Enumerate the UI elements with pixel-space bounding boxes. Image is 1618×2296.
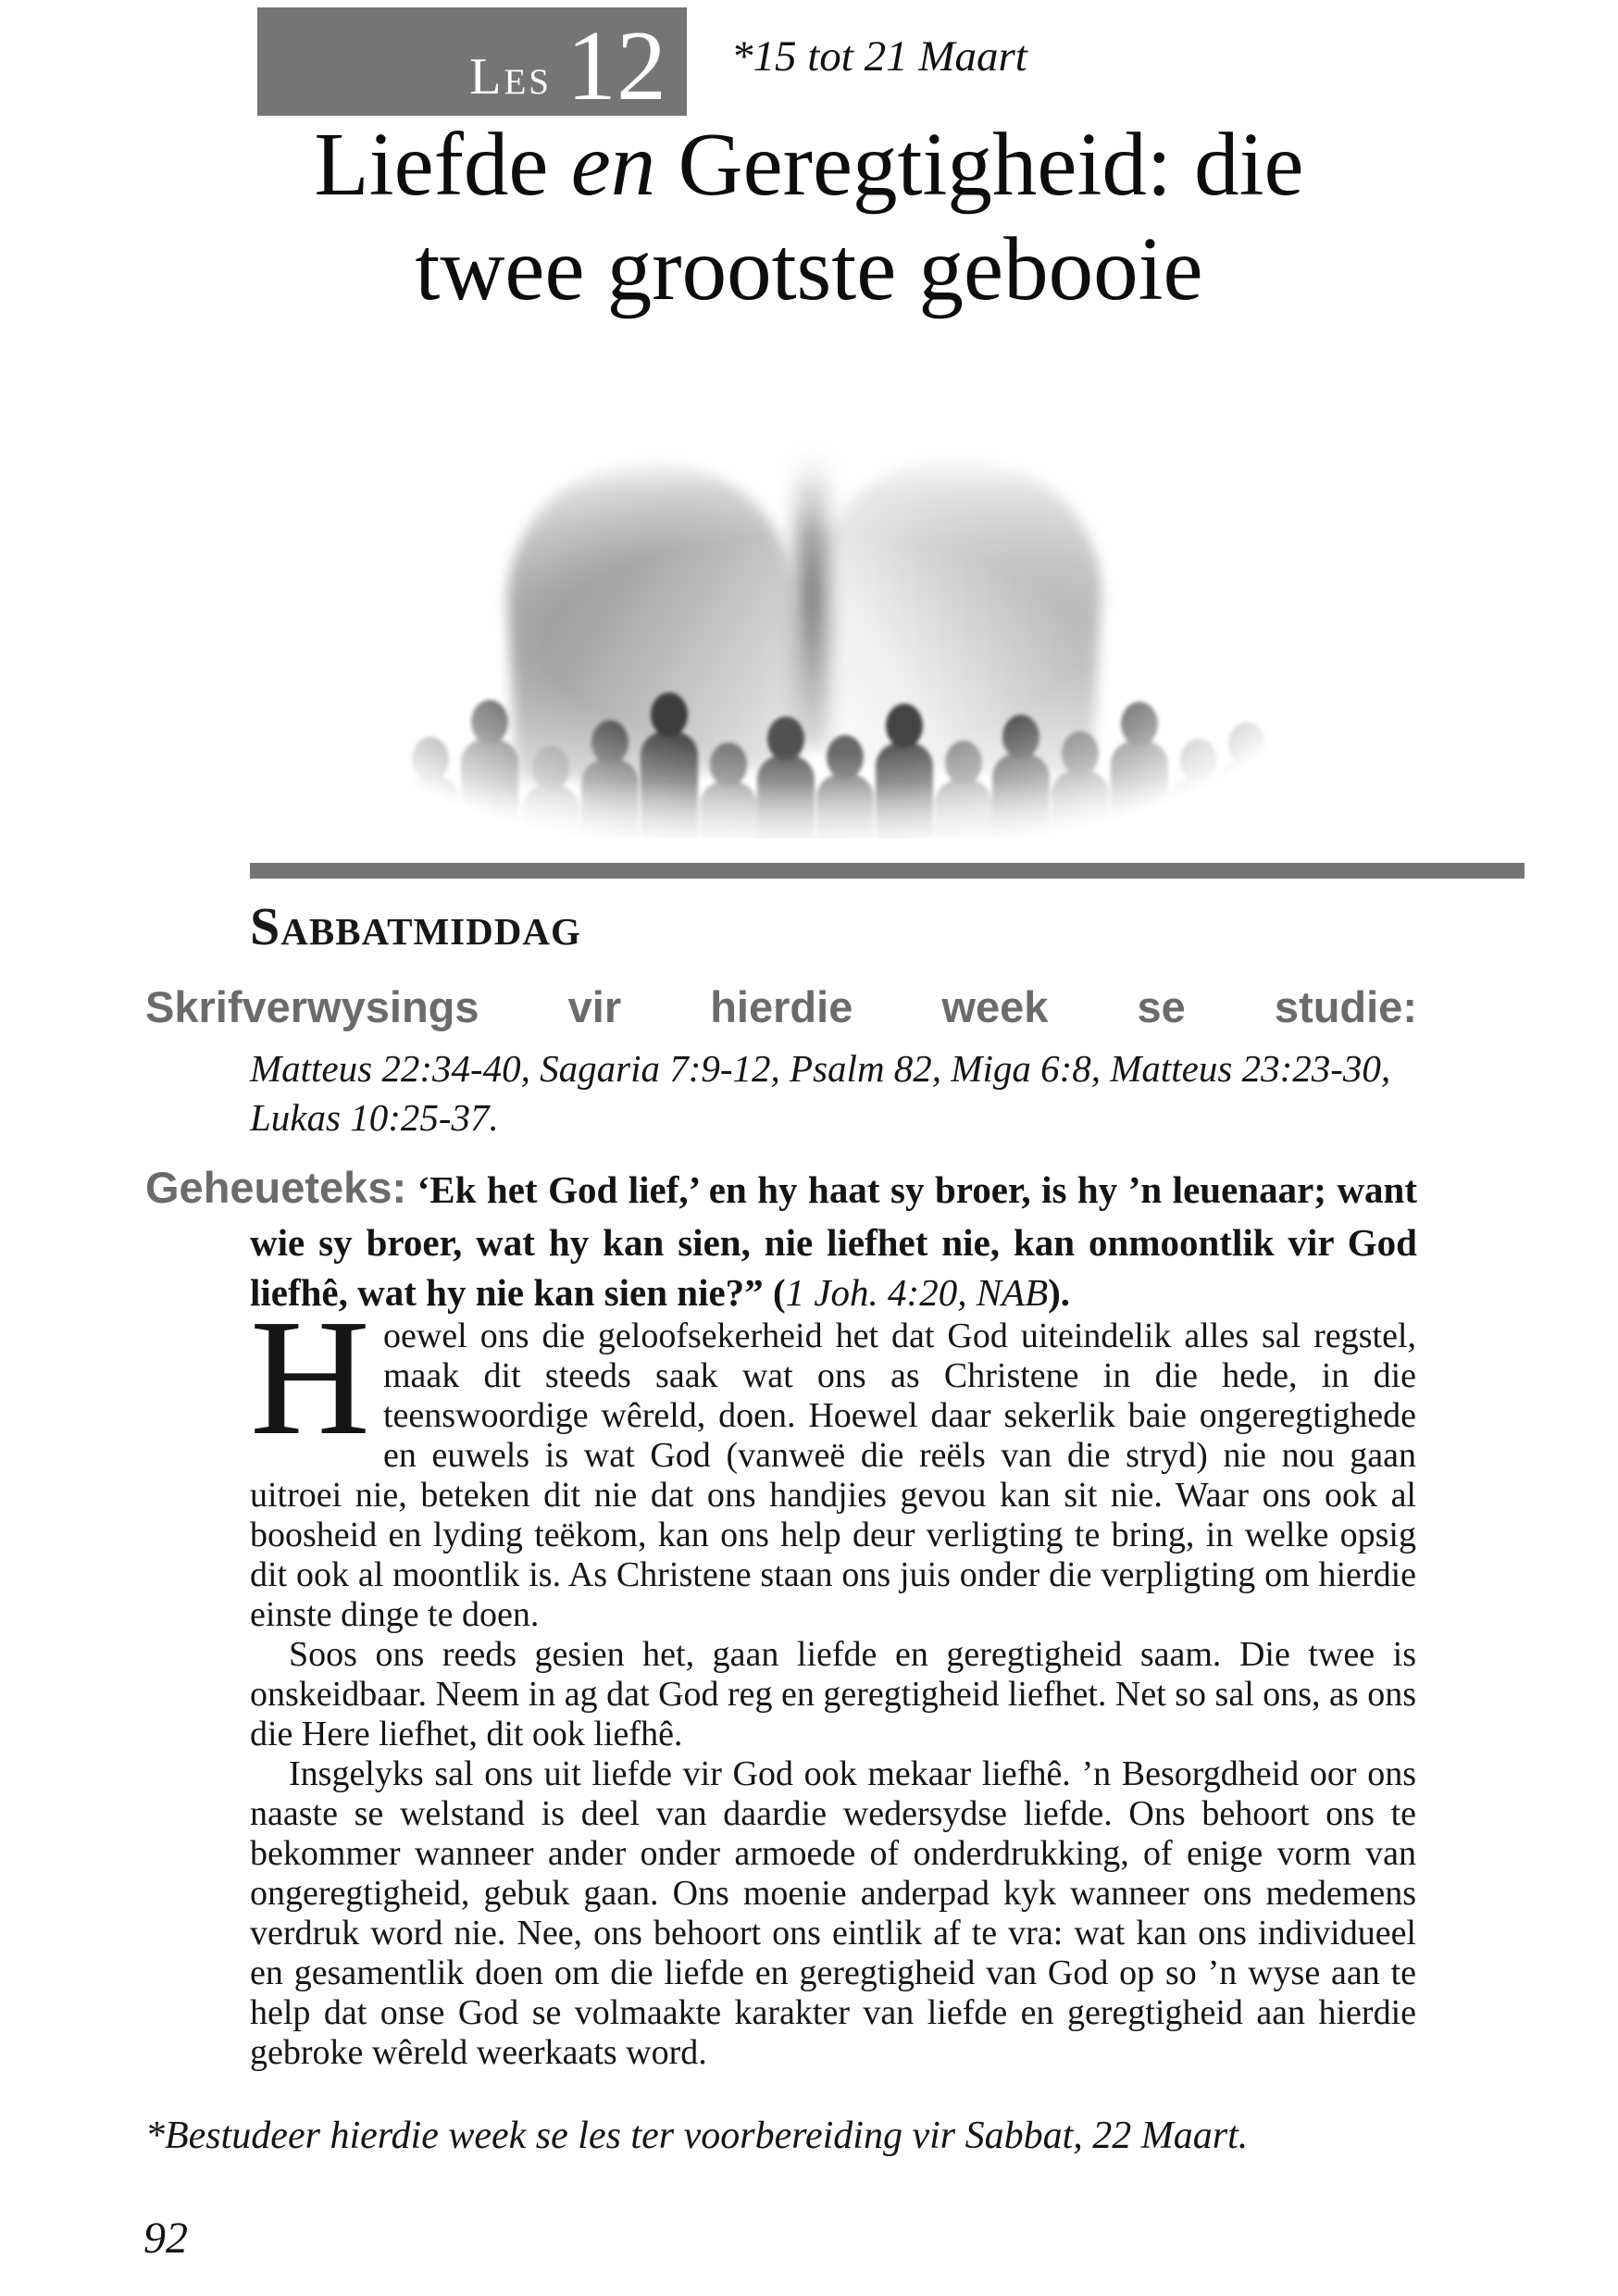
title-line1-part1: Liefde [314,115,571,214]
memory-text-reference: 1 Joh. 4:20, NAB [785,1271,1049,1315]
title-line1-part2: Geregtigheid: die [655,115,1304,214]
lesson-label: Les [469,48,552,106]
scripture-heading: Skrifverwysings vir hierdie week se studie: [145,982,1417,1031]
study-footnote: *Bestudeer hierdie week se les ter voorbereiding vir Sabbat, 22 Maart. [145,2115,1249,2157]
page-number: 92 [143,2214,188,2263]
paragraph-1-text: oewel ons die geloofsekerheid het dat God uiteindelik alles sal regstel, maak dit steeds saak wat ons as Christene in die hede, in die teenswoordige wêreld, doen. Hoewel daar sekerlik baie ongeregtighede en euwels is wat God (vanweë die reëls van die stryd) nie nou gaan uitroei nie, beteken dit nie dat ons handjies gevou kan sit nie. Waar ons ook al boosheid en lyding teëkom, kan ons help deur verligting te bring, in welke opsig dit ook al moontlik is. As Christene staan ons juis onder die verpligting om hierdie einste dinge te doen. [250,1316,1416,1634]
body-paragraph-3: Insgelyks sal ons uit liefde vir God ook mekaar liefhê. ’n Besorgdheid oor ons naaste se welstand is deel van daardie wedersydse liefde. Ons behoort ons te bekommer wanneer ander onder armoede of onderdrukking, of enige vorm van ongeregtigheid, gebuk gaan. Ons moenie anderpad kyk wanneer ons medemens verdruk word nie. Nee, ons behoort ons eintlik af te vra: wat kan ons individueel en gesamentlik doen om die liefde en geregtigheid van God op so ’n wyse aan te help dat onse God se volmaakte karakter van liefde en geregtigheid aan hierdie gebroke wêreld weerkaats word. [250,1754,1416,2072]
memory-ref-close-paren: ). [1048,1271,1071,1315]
lesson-illustration [346,433,1272,839]
memory-text-label: Geheueteks: [145,1163,407,1212]
lesson-date-range: *15 tot 21 Maart [731,32,1027,81]
lesson-number-box [257,7,687,121]
memory-text-quote: ‘Ek het God lief,’ en hy haat sy broer, is hy ’n leuenaar; want wie sy broer, wat hy kan sien, nie liefhet nie, kan onmoontlik vir God liefhê, wat hy nie kan sien nie?” [250,1168,1417,1315]
title-line2: twee grootste gebooie [415,218,1203,318]
memory-ref-open-paren: ( [772,1271,786,1315]
page-title [0,113,1618,321]
section-heading-sabbatmiddag: Sabbatmiddag [250,896,581,956]
title-line1-italic: en [570,115,656,214]
illustration-vignette [346,433,1272,839]
dropcap-letter: H [250,1285,370,1469]
lesson-number: 12 [566,10,666,121]
scripture-block [145,983,1417,1142]
section-divider-bar [250,863,1525,879]
scripture-references: Matteus 22:34-40, Sagaria 7:9-12, Psalm 82, Miga 6:8, Matteus 23:23-30, Lukas 10:25-37. [250,1046,1391,1139]
body-paragraph-2: Soos ons reeds gesien het, gaan liefde en geregtigheid saam. Die twee is onskeidbaar. Neem in ag dat God reg en geregtigheid liefhet. Net so sal ons, as ons die Here liefhet, dit ook liefhê. [250,1635,1416,1753]
